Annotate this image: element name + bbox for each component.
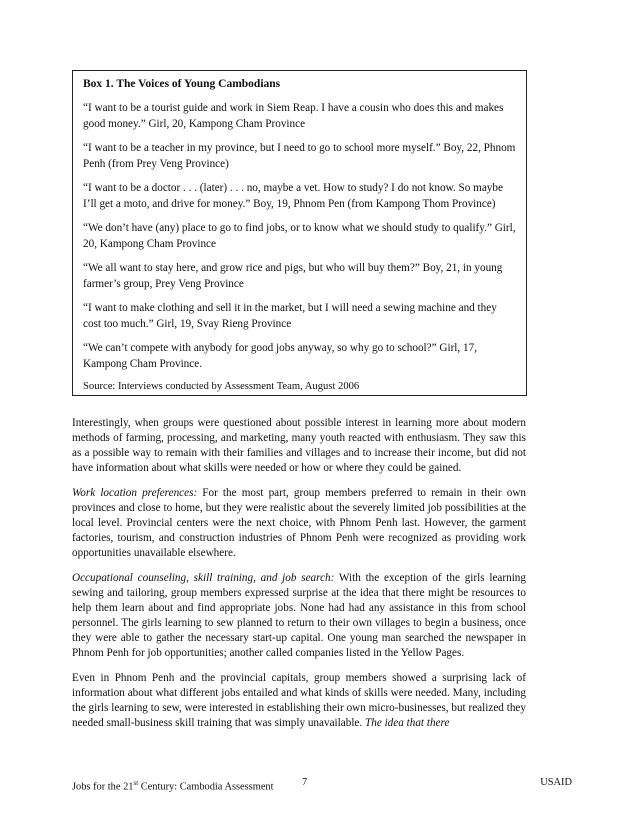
quote-5: “We all want to stay here, and grow rice and pigs, but who will buy them?” Boy, 21, in young farmer’s group, Prey Veng Province bbox=[83, 262, 503, 290]
quote-7: “We can’t compete with anybody for good jobs anyway, so why go to school?” Girl, 17, Kampong Cham Province. bbox=[83, 342, 477, 370]
box-title: Box 1. The Voices of Young Cambodians bbox=[83, 78, 281, 90]
footer-publisher: USAID bbox=[540, 777, 572, 788]
quote-4: “We don’t have (any) place to go to find jobs, or to know what we should study to qualify.” Girl, 20, Kampong Cham Province bbox=[83, 222, 516, 250]
lack-of-information-text: Even in Phnom Penh and the provincial capitals, group members showed a surprising lack of information about what different jobs entailed and what kinds of skills were needed. Many, including the girls learning to sew, were interested in establishing their own micro-businesses, but realized they needed small-business skill training that was simply unavailable. bbox=[72, 672, 526, 729]
work-location-heading: Work location preferences: bbox=[72, 487, 198, 499]
box-source: Source: Interviews conducted by Assessment Team, August 2006 bbox=[83, 381, 360, 392]
occupational-text: With the exception of the girls learning sewing and tailoring, group members expressed surprise at the idea that there might be resources to help them learn about and find appropriate jobs. None had had any assistance in this from school personnel. The girls learning to sew planned to return to their own villages to begin a business, once they were able to gather the necessary start-up capital. One young man searched the newspaper in Phnom Penh for job opportunities; another called companies listed in the Yellow Pages. bbox=[72, 572, 526, 659]
work-location-text: For the most part, group members preferred to remain in their own provinces and close to home, but they were realistic about the severely limited job possibilities at the local level. Provincial centers were the next choice, with Phnom Penh last. However, the garment factories, tourism, and construction industries of Phnom Penh were recognized as providing work opportunities unavailable elsewhere. bbox=[72, 487, 526, 559]
quote-2: “I want to be a teacher in my province, but I need to go to school more myself.” Boy, 22, Phnom Penh (from Prey Veng Province) bbox=[83, 142, 516, 170]
paragraph-occupational bbox=[72, 571, 526, 661]
quote-3: “I want to be a doctor . . . (later) . . . no, maybe a vet. How to study? I do not know. So maybe I’ll get a moto, and drive for money.” Boy, 19, Phnom Pen (from Kampong Thom Province) bbox=[83, 182, 503, 210]
paragraph-lack-of-information bbox=[72, 671, 526, 731]
lack-of-information-italic: The idea that there bbox=[365, 717, 450, 729]
body-text bbox=[72, 416, 526, 741]
quote-1: “I want to be a tourist guide and work in Siem Reap. I have a cousin who does this and makes good money.” Girl, 20, Kampong Cham Province bbox=[83, 102, 504, 130]
occupational-heading: Occupational counseling, skill training, and job search: bbox=[72, 572, 335, 584]
voices-box bbox=[72, 70, 527, 396]
paragraph-work-location bbox=[72, 486, 526, 561]
footer-title: Jobs for the 21st Century: Cambodia Assessment bbox=[72, 779, 274, 793]
page-number: 7 bbox=[302, 777, 308, 788]
quote-6: “I want to make clothing and sell it in the market, but I will need a sewing machine and they cost too much.” Girl, 19, Svay Rieng Province bbox=[83, 302, 497, 330]
paragraph-interest: Interestingly, when groups were questioned about possible interest in learning more about modern methods of farming, processing, and marketing, many youth reacted with enthusiasm. They saw this as a possible way to remain with their families and villages and to increase their income, but did not have information about what skills were needed or how or where they could be gained. bbox=[72, 417, 526, 474]
